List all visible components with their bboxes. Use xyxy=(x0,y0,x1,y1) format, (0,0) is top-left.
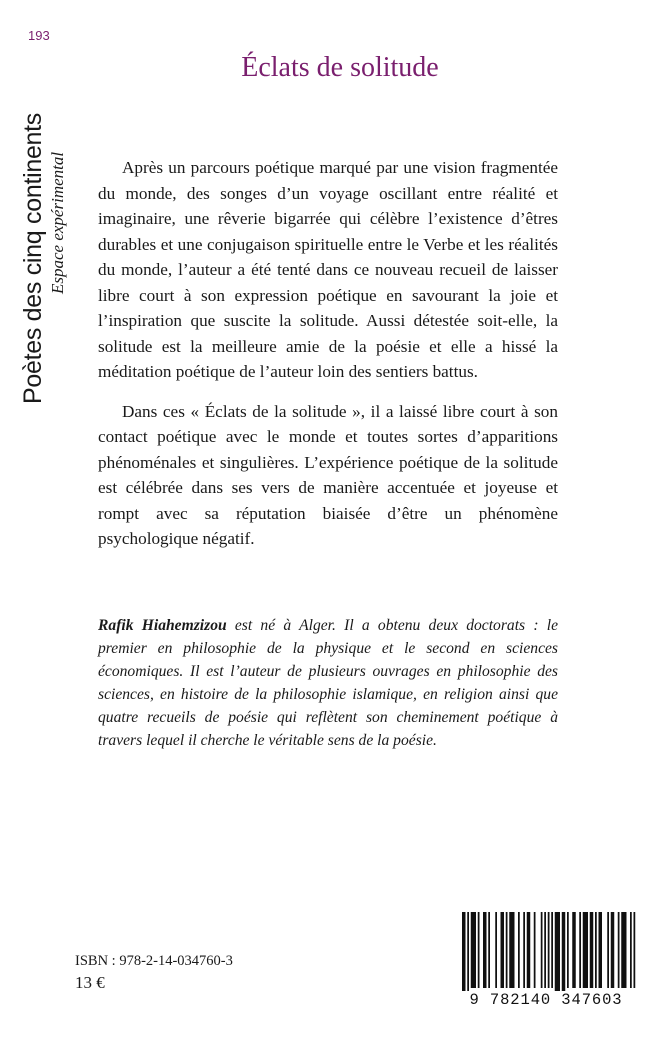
barcode-bar xyxy=(495,912,497,988)
barcode-bar xyxy=(483,912,487,988)
barcode-bar xyxy=(590,912,594,988)
barcode-bar xyxy=(567,912,569,988)
series-name: Poètes des cinq continents xyxy=(19,112,47,404)
price: 13 € xyxy=(75,973,105,992)
barcode-bar xyxy=(488,912,490,988)
barcode-bar xyxy=(583,912,588,988)
barcode-bar xyxy=(471,912,476,988)
barcode-bar xyxy=(467,912,469,994)
barcode-bar xyxy=(551,912,553,988)
barcode-bar xyxy=(462,912,466,994)
barcode-bar xyxy=(634,912,636,988)
barcode-bar xyxy=(478,912,480,988)
barcode-bar xyxy=(506,912,508,988)
series-spine xyxy=(18,64,78,404)
subseries-name: Espace expérimental xyxy=(48,151,67,294)
barcode-bar xyxy=(523,912,525,988)
barcode-bar xyxy=(501,912,505,988)
barcode-bar xyxy=(555,912,560,994)
barcode-bar xyxy=(621,912,626,988)
barcode-bar xyxy=(562,912,566,994)
blurb xyxy=(98,155,558,566)
series-number: 193 xyxy=(28,28,50,43)
isbn: ISBN : 978-2-14-034760-3 xyxy=(75,953,233,969)
author-name: Rafik Hiahemzizou xyxy=(98,617,227,634)
barcode-bar xyxy=(579,912,581,988)
barcode-bar xyxy=(527,912,531,988)
barcode-bar xyxy=(518,912,520,988)
barcode-bar xyxy=(544,912,546,988)
barcode-bar xyxy=(595,912,597,988)
blurb-paragraph: Dans ces « Éclats de la solitude », il a laissé libre court à son contact poétique avec le monde et toutes sortes d’apparitions phénoménales et singulières. L’expérience poétique de la solitude est célébrée dans ses vers de manière accentuée et joyeuse et rompt avec sa réputation biaisée d’être un phénomène psychologique négatif. xyxy=(98,401,558,548)
book-title: Éclats de solitude xyxy=(241,52,439,83)
barcode-bar xyxy=(572,912,576,988)
barcode-bar xyxy=(607,912,609,988)
barcode-bar xyxy=(630,912,632,988)
barcode xyxy=(456,912,636,1017)
barcode-bar xyxy=(534,912,536,988)
barcode-bars xyxy=(456,912,636,994)
barcode-bar xyxy=(541,912,543,988)
barcode-digits: 9 782140 347603 xyxy=(456,991,636,1009)
barcode-bar xyxy=(611,912,615,988)
barcode-bar xyxy=(509,912,514,988)
author-bio-text: est né à Alger. Il a obtenu deux doctorats : le premier en philosophie de la physique et le second en sciences économiques. Il est l’auteur de plusieurs ouvrages en philosophie des sciences, en histoire de la philosophie islamique, en religion ainsi que quatre recueils de poésie qui reflètent son cheminement poétique à travers lequel il cherche le véritable sens de la poésie. xyxy=(98,617,559,749)
blurb-paragraph: Après un parcours poétique marqué par une vision fragmentée du monde, des songes d’un voyage oscillant entre réalité et imaginaire, une rêverie bigarrée qui célèbre l’existence d’êtres durables et une conjugaison spirituelle entre le Verbe et les réalités du monde, l’auteur a été tenté dans ce nouveau recueil de laisser libre court à son expression poétique en savourant la joie et l’inspiration que suscite la solitude. Aussi détestée soit-elle, la solitude est la meilleure amie de la poésie et elle a hissé la méditation poétique de l’auteur loin des sentiers battus. xyxy=(98,158,558,381)
barcode-bar xyxy=(618,912,620,988)
barcode-bar xyxy=(548,912,550,988)
author-bio xyxy=(98,614,558,752)
barcode-bar xyxy=(599,912,603,988)
